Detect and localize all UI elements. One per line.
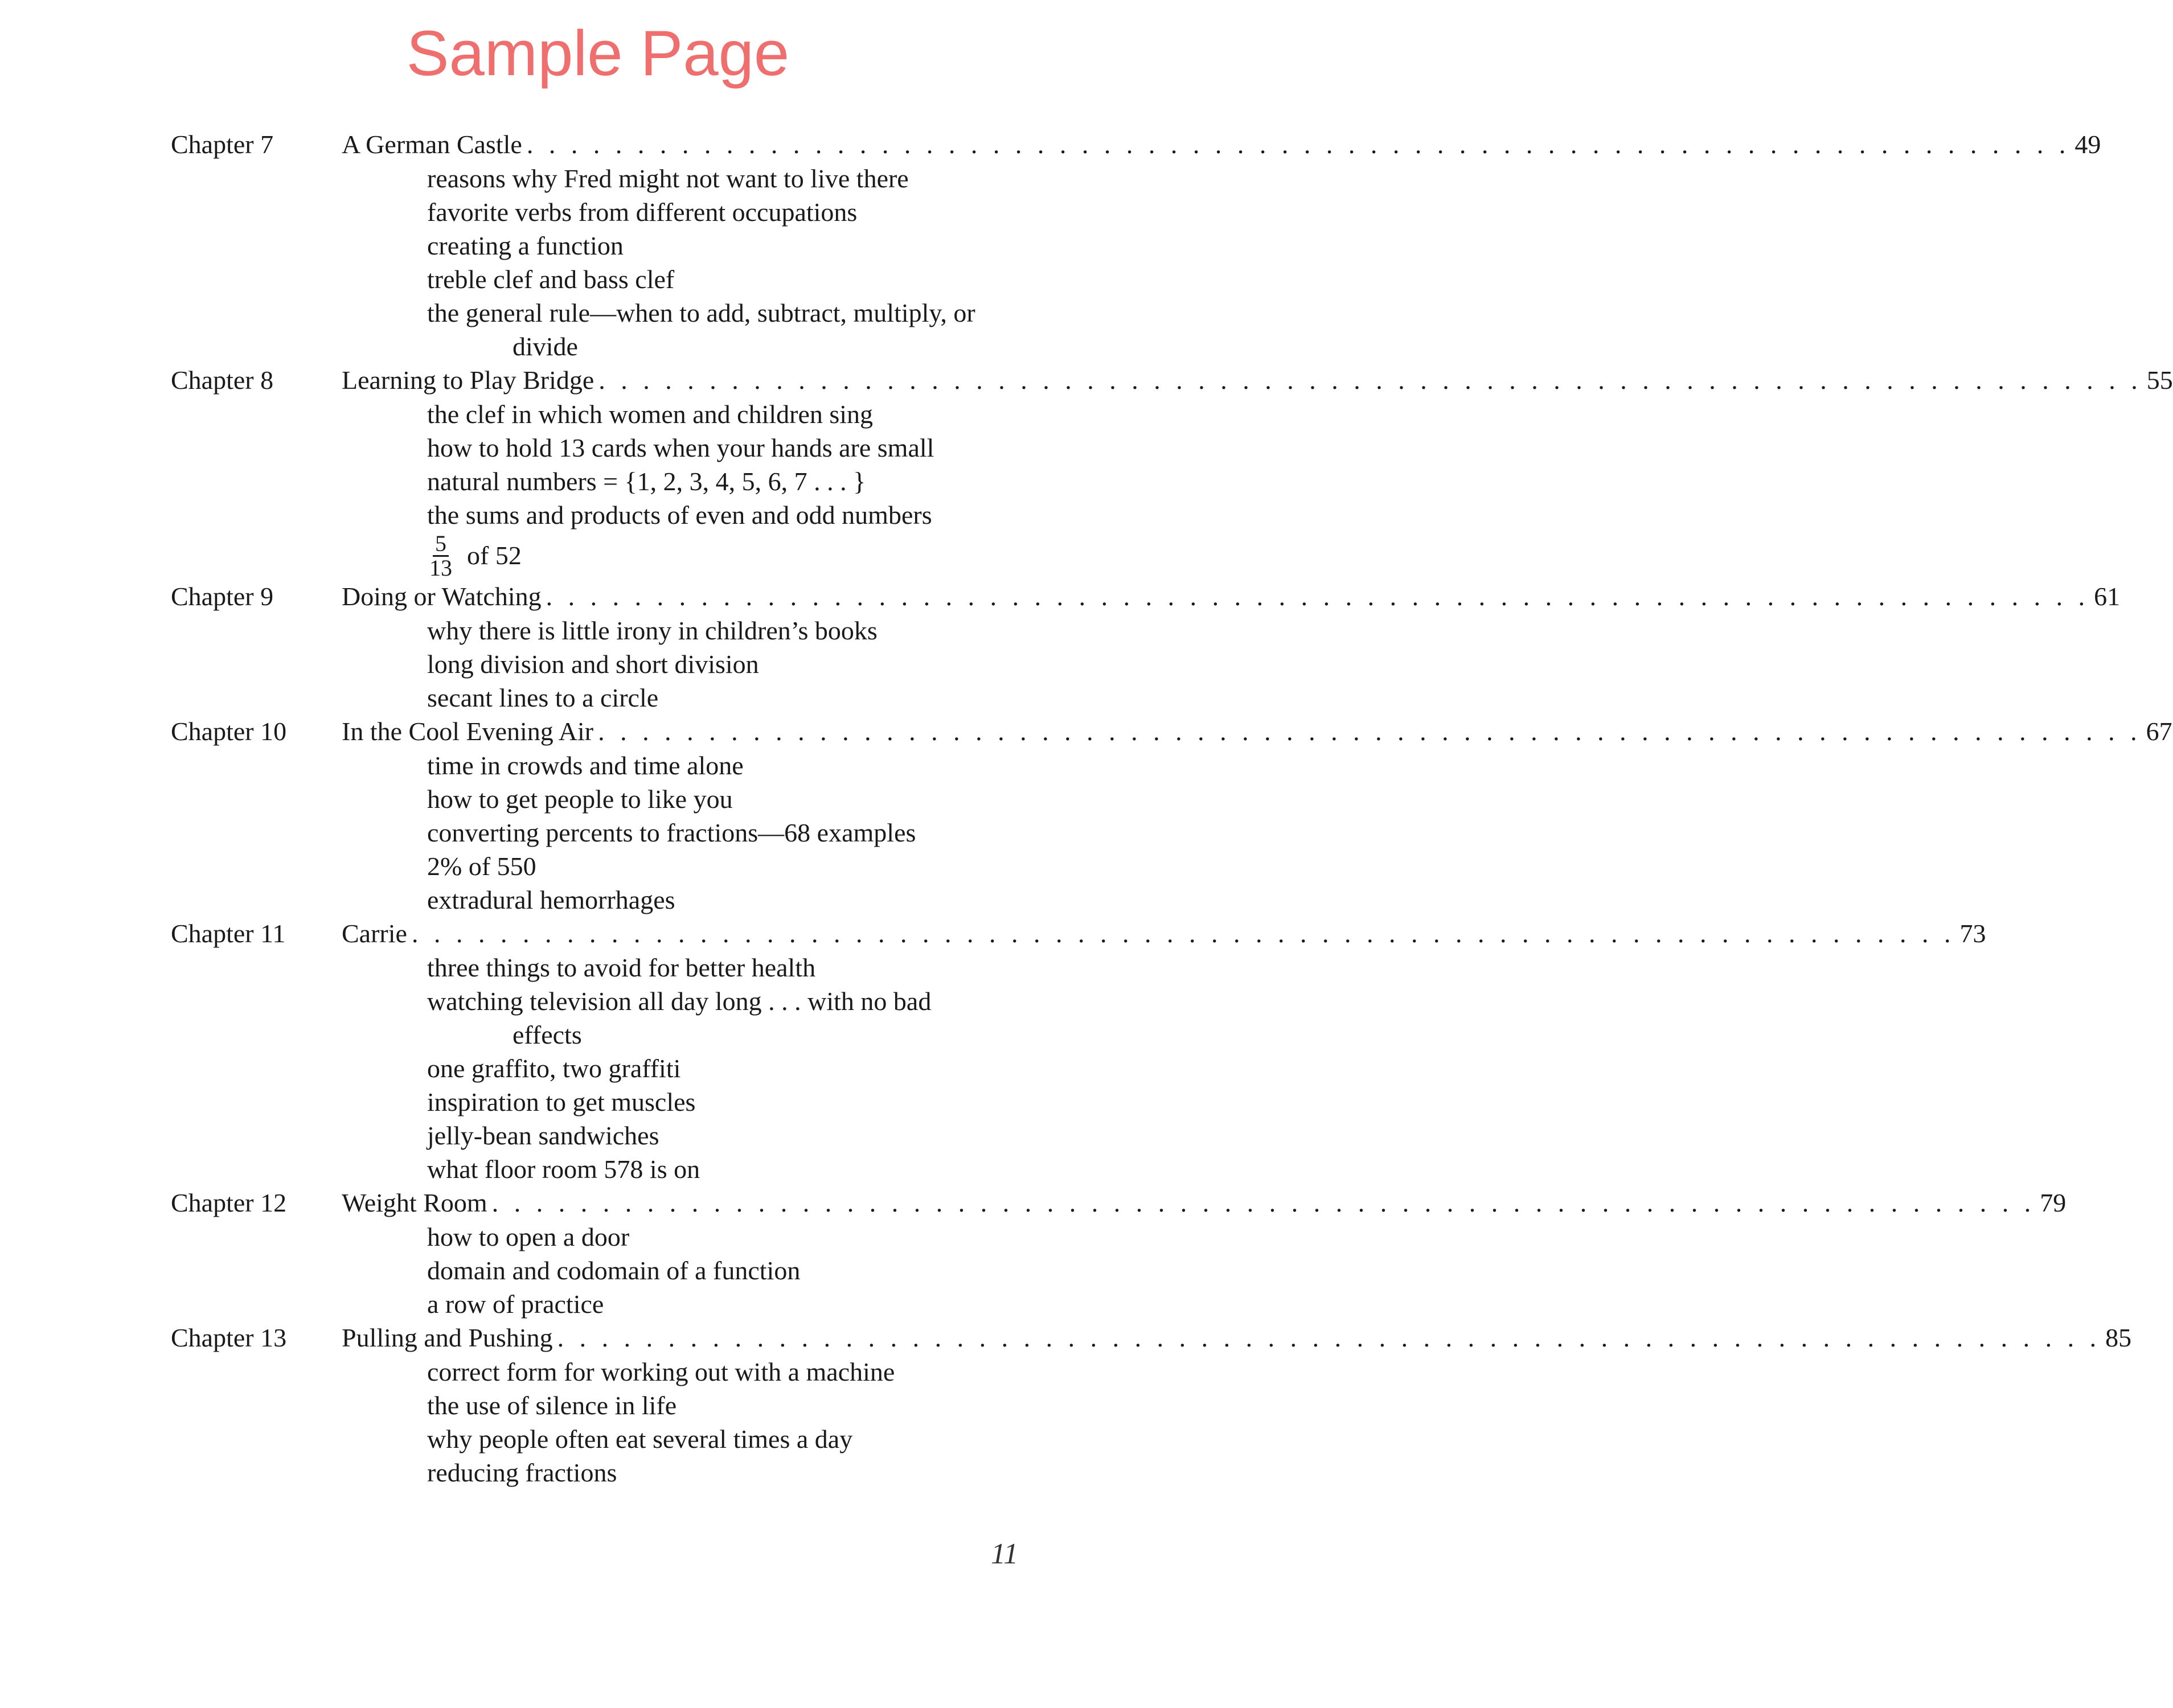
chapter-12-entry — [171, 1186, 2067, 1321]
chapter-9-entry — [171, 580, 2121, 715]
chapter-title: Carrie — [342, 919, 407, 948]
chapter-7-entry — [171, 128, 2101, 363]
chapter-title: Doing or Watching — [342, 582, 542, 611]
chapter-label: Chapter 8 — [171, 366, 274, 395]
chapter-title: In the Cool Evening Air — [342, 717, 594, 746]
chapter-13-entry — [171, 1321, 2132, 1489]
topic-item: reducing fractions — [427, 1458, 617, 1487]
topic-item: time in crowds and time alone — [427, 751, 744, 780]
topic-item-wrapped — [427, 296, 1025, 363]
topic-list — [171, 1220, 1025, 1321]
fraction — [427, 532, 454, 580]
chapter-page-number: 61 — [2094, 582, 2121, 611]
topic-item: converting percents to fractions—68 examples — [427, 818, 916, 847]
topic-item: natural numbers = {1, 2, 3, 4, 5, 6, 7 . . . } — [427, 467, 866, 496]
table-of-contents — [171, 128, 2173, 1489]
chapter-heading[interactable] — [171, 580, 2121, 614]
page-number: 11 — [991, 1538, 1019, 1570]
chapter-heading[interactable] — [171, 128, 2101, 162]
topic-item: treble clef and bass clef — [427, 265, 675, 294]
topic-item: how to open a door — [427, 1222, 630, 1251]
topic-list — [171, 1355, 1025, 1489]
dot-leader: . . . . . . . . . . . . . . . . . . . . . . . . . . . . . . . . . . . . . . . . . . . . . . . . . . . . . . . . . . . . . . . . . . . . . . — [598, 366, 2142, 395]
chapter-label: Chapter 9 — [171, 582, 274, 611]
topic-item: the sums and products of even and odd numbers — [427, 500, 932, 529]
dot-leader: . . . . . . . . . . . . . . . . . . . . . . . . . . . . . . . . . . . . . . . . . . . . . . . . . . . . . . . . . . . . . . . . . . . . . . — [546, 582, 2090, 611]
topic-list — [171, 951, 1025, 1186]
topic-item: inspiration to get muscles — [427, 1087, 696, 1116]
topic-item: how to hold 13 cards when your hands are small — [427, 433, 934, 462]
topic-item: a row of practice — [427, 1290, 604, 1319]
chapter-heading[interactable] — [171, 1186, 2067, 1220]
topic-item: the clef in which women and children sing — [427, 400, 874, 429]
chapter-page-number: 55 — [2146, 366, 2173, 395]
chapter-label: Chapter 7 — [171, 130, 274, 159]
topic-continuation: effects — [512, 1020, 582, 1049]
fraction-denominator: 13 — [429, 555, 452, 581]
chapter-page-number: 79 — [2040, 1188, 2067, 1217]
chapter-label: Chapter 12 — [171, 1188, 287, 1217]
topic-item: one graffito, two graffiti — [427, 1054, 681, 1083]
topic-item: why people often eat several times a day — [427, 1424, 853, 1454]
chapter-8-entry — [171, 363, 2173, 581]
topic-item: how to get people to like you — [427, 785, 733, 814]
topic-item: three things to avoid for better health — [427, 953, 816, 982]
chapter-page-number: 49 — [2074, 130, 2101, 159]
topic-list — [171, 614, 1025, 715]
fraction-numerator: 5 — [433, 532, 449, 557]
dot-leader: . . . . . . . . . . . . . . . . . . . . . . . . . . . . . . . . . . . . . . . . . . . . . . . . . . . . . . . . . . . . . . . . . . . . . . — [411, 919, 1955, 948]
chapter-heading[interactable] — [171, 363, 2173, 397]
dot-leader: . . . . . . . . . . . . . . . . . . . . . . . . . . . . . . . . . . . . . . . . . . . . . . . . . . . . . . . . . . . . . . . . . . . . . . — [557, 1323, 2101, 1352]
topic-list — [171, 162, 1025, 363]
topic-item: correct form for working out with a machine — [427, 1357, 895, 1386]
chapter-heading[interactable] — [171, 1321, 2132, 1355]
topic-item: long division and short division — [427, 650, 759, 679]
topic-item-fraction — [427, 532, 1025, 580]
chapter-title: Pulling and Pushing — [342, 1323, 553, 1352]
chapter-heading[interactable] — [171, 715, 2172, 749]
topic-item: creating a function — [427, 231, 624, 260]
chapter-title: Learning to Play Bridge — [342, 366, 594, 395]
topic-item: jelly-bean sandwiches — [427, 1121, 659, 1150]
topic-line: the general rule—when to add, subtract, multiply, or — [427, 298, 975, 327]
topic-item: what floor room 578 is on — [427, 1155, 700, 1184]
dot-leader: . . . . . . . . . . . . . . . . . . . . . . . . . . . . . . . . . . . . . . . . . . . . . . . . . . . . . . . . . . . . . . . . . . . . . . — [598, 717, 2142, 746]
dot-leader: . . . . . . . . . . . . . . . . . . . . . . . . . . . . . . . . . . . . . . . . . . . . . . . . . . . . . . . . . . . . . . . . . . . . . . — [526, 130, 2070, 159]
topic-line: watching television all day long . . . with no bad — [427, 987, 932, 1016]
chapter-label: Chapter 11 — [171, 919, 286, 948]
chapter-page-number: 73 — [1959, 919, 1986, 948]
chapter-10-entry — [171, 715, 2172, 917]
topic-item: why there is little irony in children’s books — [427, 616, 878, 645]
chapter-heading[interactable] — [171, 917, 1986, 951]
chapter-title: A German Castle — [342, 130, 522, 159]
topic-list — [171, 397, 1025, 580]
dot-leader: . . . . . . . . . . . . . . . . . . . . . . . . . . . . . . . . . . . . . . . . . . . . . . . . . . . . . . . . . . . . . . . . . . . . . . — [491, 1188, 2036, 1217]
chapter-label: Chapter 10 — [171, 717, 287, 746]
topic-item: 2% of 550 — [427, 852, 536, 881]
topic-item: favorite verbs from different occupations — [427, 198, 858, 227]
topic-item-wrapped — [427, 984, 1025, 1052]
fraction-text: of 52 — [467, 541, 522, 570]
topic-item: secant lines to a circle — [427, 683, 659, 712]
chapter-title: Weight Room — [342, 1188, 487, 1217]
sample-page-watermark: Sample Page — [406, 18, 790, 89]
chapter-page-number: 67 — [2146, 717, 2172, 746]
topic-continuation: divide — [512, 332, 578, 361]
chapter-page-number: 85 — [2105, 1323, 2132, 1352]
topic-item: extradural hemorrhages — [427, 885, 675, 914]
topic-item: domain and codomain of a function — [427, 1256, 801, 1285]
topic-item: reasons why Fred might not want to live there — [427, 164, 909, 193]
topic-list — [171, 749, 1025, 917]
topic-item: the use of silence in life — [427, 1391, 677, 1420]
chapter-label: Chapter 13 — [171, 1323, 287, 1352]
chapter-11-entry — [171, 917, 1986, 1186]
